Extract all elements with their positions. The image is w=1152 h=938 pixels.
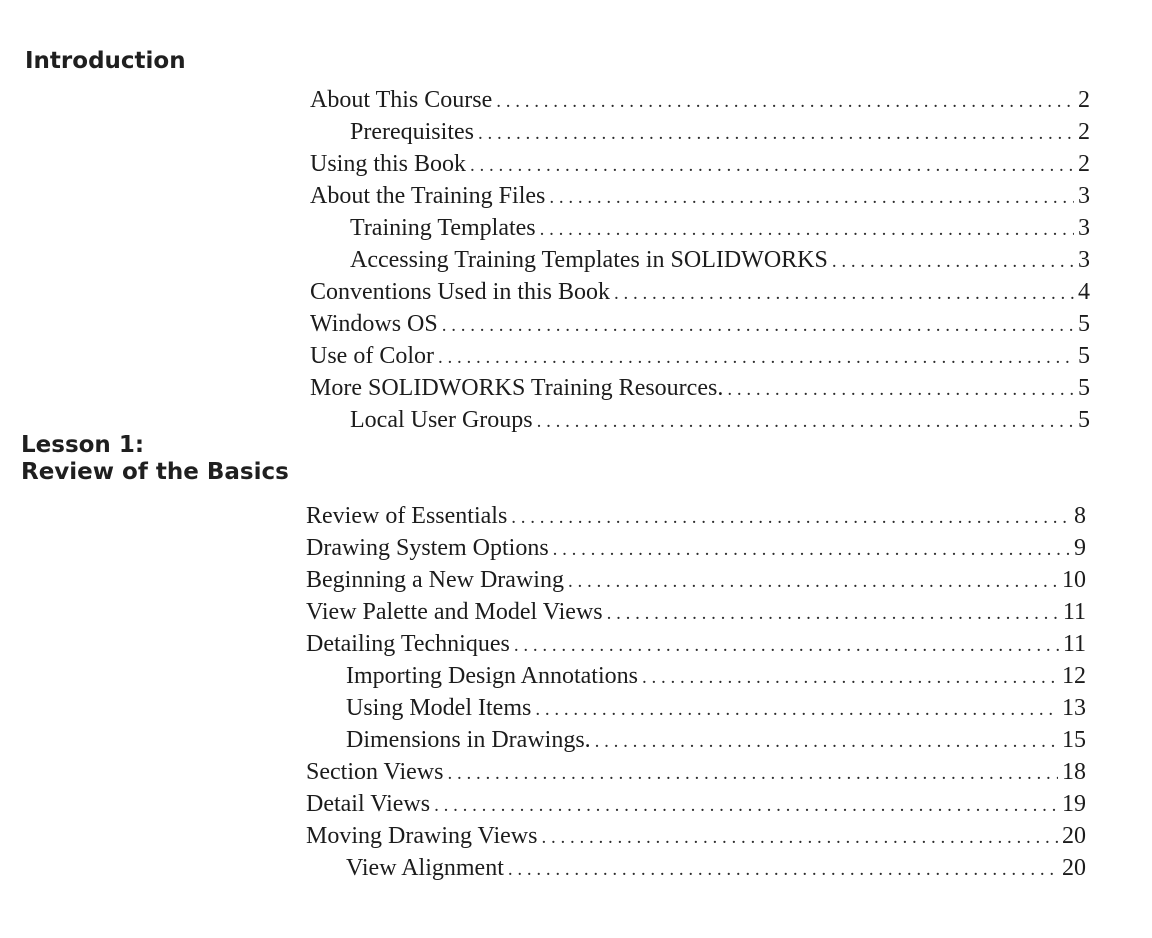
dot-leader xyxy=(723,374,1074,406)
toc-entry-title: Moving Drawing Views xyxy=(306,823,538,849)
dot-leader xyxy=(531,694,1058,726)
toc-entry-page: 11 xyxy=(1062,631,1086,657)
toc-entry-page: 13 xyxy=(1062,695,1086,721)
toc-entry[interactable] xyxy=(306,724,1086,756)
toc-entry-title: View Alignment xyxy=(346,855,504,881)
toc-entry-page: 10 xyxy=(1062,567,1086,593)
toc-entry-page: 12 xyxy=(1062,663,1086,689)
toc-entry-title: Detail Views xyxy=(306,791,431,817)
toc-entry-title: Importing Design Annotations xyxy=(346,663,638,689)
toc-list-lesson-1 xyxy=(306,500,1086,884)
dot-leader xyxy=(434,342,1074,374)
heading-line: Introduction xyxy=(25,48,186,74)
toc-entry[interactable] xyxy=(306,596,1086,628)
toc-entry-page: 20 xyxy=(1062,855,1086,881)
toc-entry[interactable] xyxy=(310,180,1090,212)
toc-entry-page: 2 xyxy=(1078,119,1090,145)
toc-entry[interactable] xyxy=(310,308,1090,340)
toc-entry-title: Local User Groups xyxy=(350,407,533,433)
toc-entry-page: 8 xyxy=(1074,503,1086,529)
toc-entry[interactable] xyxy=(310,404,1090,436)
toc-entry-page: 3 xyxy=(1078,183,1090,209)
toc-entry-title: Training Templates xyxy=(350,215,536,241)
heading-line: Review of the Basics xyxy=(21,459,289,485)
toc-entry-page: 4 xyxy=(1078,279,1090,305)
dot-leader xyxy=(533,406,1074,438)
dot-leader xyxy=(443,758,1058,790)
toc-entry[interactable] xyxy=(306,660,1086,692)
heading-line: Lesson 1: xyxy=(21,432,145,458)
toc-entry[interactable] xyxy=(310,116,1090,148)
dot-leader xyxy=(510,630,1059,662)
toc-entry-title: Using this Book xyxy=(310,151,467,177)
toc-entry[interactable] xyxy=(306,820,1086,852)
toc-entry-title: Section Views xyxy=(306,759,444,785)
toc-entry-page: 11 xyxy=(1062,599,1086,625)
toc-entry-page: 5 xyxy=(1078,375,1090,401)
toc-entry-title: Beginning a New Drawing xyxy=(306,567,564,593)
toc-entry[interactable] xyxy=(310,148,1090,180)
toc-entry-title: Use of Color xyxy=(310,343,434,369)
toc-list-introduction xyxy=(310,84,1090,436)
dot-leader xyxy=(430,790,1058,822)
dot-leader xyxy=(507,502,1070,534)
dot-leader xyxy=(466,150,1074,182)
toc-entry-title: Conventions Used in this Book xyxy=(310,279,611,305)
dot-leader xyxy=(504,854,1058,886)
toc-entry[interactable] xyxy=(310,276,1090,308)
toc-entry-title: About the Training Files xyxy=(310,183,546,209)
toc-entry-page: 5 xyxy=(1078,311,1090,337)
toc-entry[interactable] xyxy=(310,372,1090,404)
section-heading-introduction xyxy=(25,48,186,75)
dot-leader xyxy=(564,566,1058,598)
toc-entry[interactable] xyxy=(310,244,1090,276)
dot-leader xyxy=(549,534,1070,566)
toc-entry-title: Using Model Items xyxy=(346,695,532,721)
dot-leader xyxy=(828,246,1074,278)
section-heading-lesson-1 xyxy=(21,432,289,486)
toc-entry[interactable] xyxy=(306,756,1086,788)
toc-entry[interactable] xyxy=(306,788,1086,820)
toc-entry-title: Drawing System Options xyxy=(306,535,549,561)
toc-entry-title: Review of Essentials xyxy=(306,503,508,529)
dot-leader xyxy=(492,86,1074,118)
dot-leader xyxy=(591,726,1058,758)
dot-leader xyxy=(603,598,1059,630)
toc-entry-page: 3 xyxy=(1078,215,1090,241)
toc-entry-page: 5 xyxy=(1078,343,1090,369)
toc-entry-page: 2 xyxy=(1078,151,1090,177)
toc-entry-title: Accessing Training Templates in SOLIDWORKS xyxy=(350,247,828,273)
toc-entry-page: 18 xyxy=(1062,759,1086,785)
dot-leader xyxy=(536,214,1074,246)
toc-entry-page: 20 xyxy=(1062,823,1086,849)
toc-entry[interactable] xyxy=(310,340,1090,372)
toc-entry-page: 9 xyxy=(1074,535,1086,561)
dot-leader xyxy=(610,278,1074,310)
toc-entry-page: 15 xyxy=(1062,727,1086,753)
toc-entry-title: Detailing Techniques xyxy=(306,631,510,657)
toc-entry[interactable] xyxy=(310,84,1090,116)
toc-entry[interactable] xyxy=(310,212,1090,244)
dot-leader xyxy=(638,662,1058,694)
toc-entry-page: 19 xyxy=(1062,791,1086,817)
toc-entry-title: Dimensions in Drawings. xyxy=(346,727,591,753)
toc-entry-page: 5 xyxy=(1078,407,1090,433)
toc-entry-title: Prerequisites xyxy=(350,119,474,145)
toc-entry[interactable] xyxy=(306,500,1086,532)
toc-entry-title: About This Course xyxy=(310,87,493,113)
toc-entry[interactable] xyxy=(306,852,1086,884)
toc-entry[interactable] xyxy=(306,564,1086,596)
dot-leader xyxy=(474,118,1074,150)
toc-entry-title: Windows OS xyxy=(310,311,438,337)
toc-entry-title: More SOLIDWORKS Training Resources. xyxy=(310,375,724,401)
toc-entry-page: 2 xyxy=(1078,87,1090,113)
dot-leader xyxy=(438,310,1074,342)
dot-leader xyxy=(545,182,1074,214)
toc-entry-page: 3 xyxy=(1078,247,1090,273)
dot-leader xyxy=(537,822,1058,854)
toc-entry[interactable] xyxy=(306,628,1086,660)
toc-entry-title: View Palette and Model Views xyxy=(306,599,603,625)
toc-entry[interactable] xyxy=(306,692,1086,724)
toc-entry[interactable] xyxy=(306,532,1086,564)
